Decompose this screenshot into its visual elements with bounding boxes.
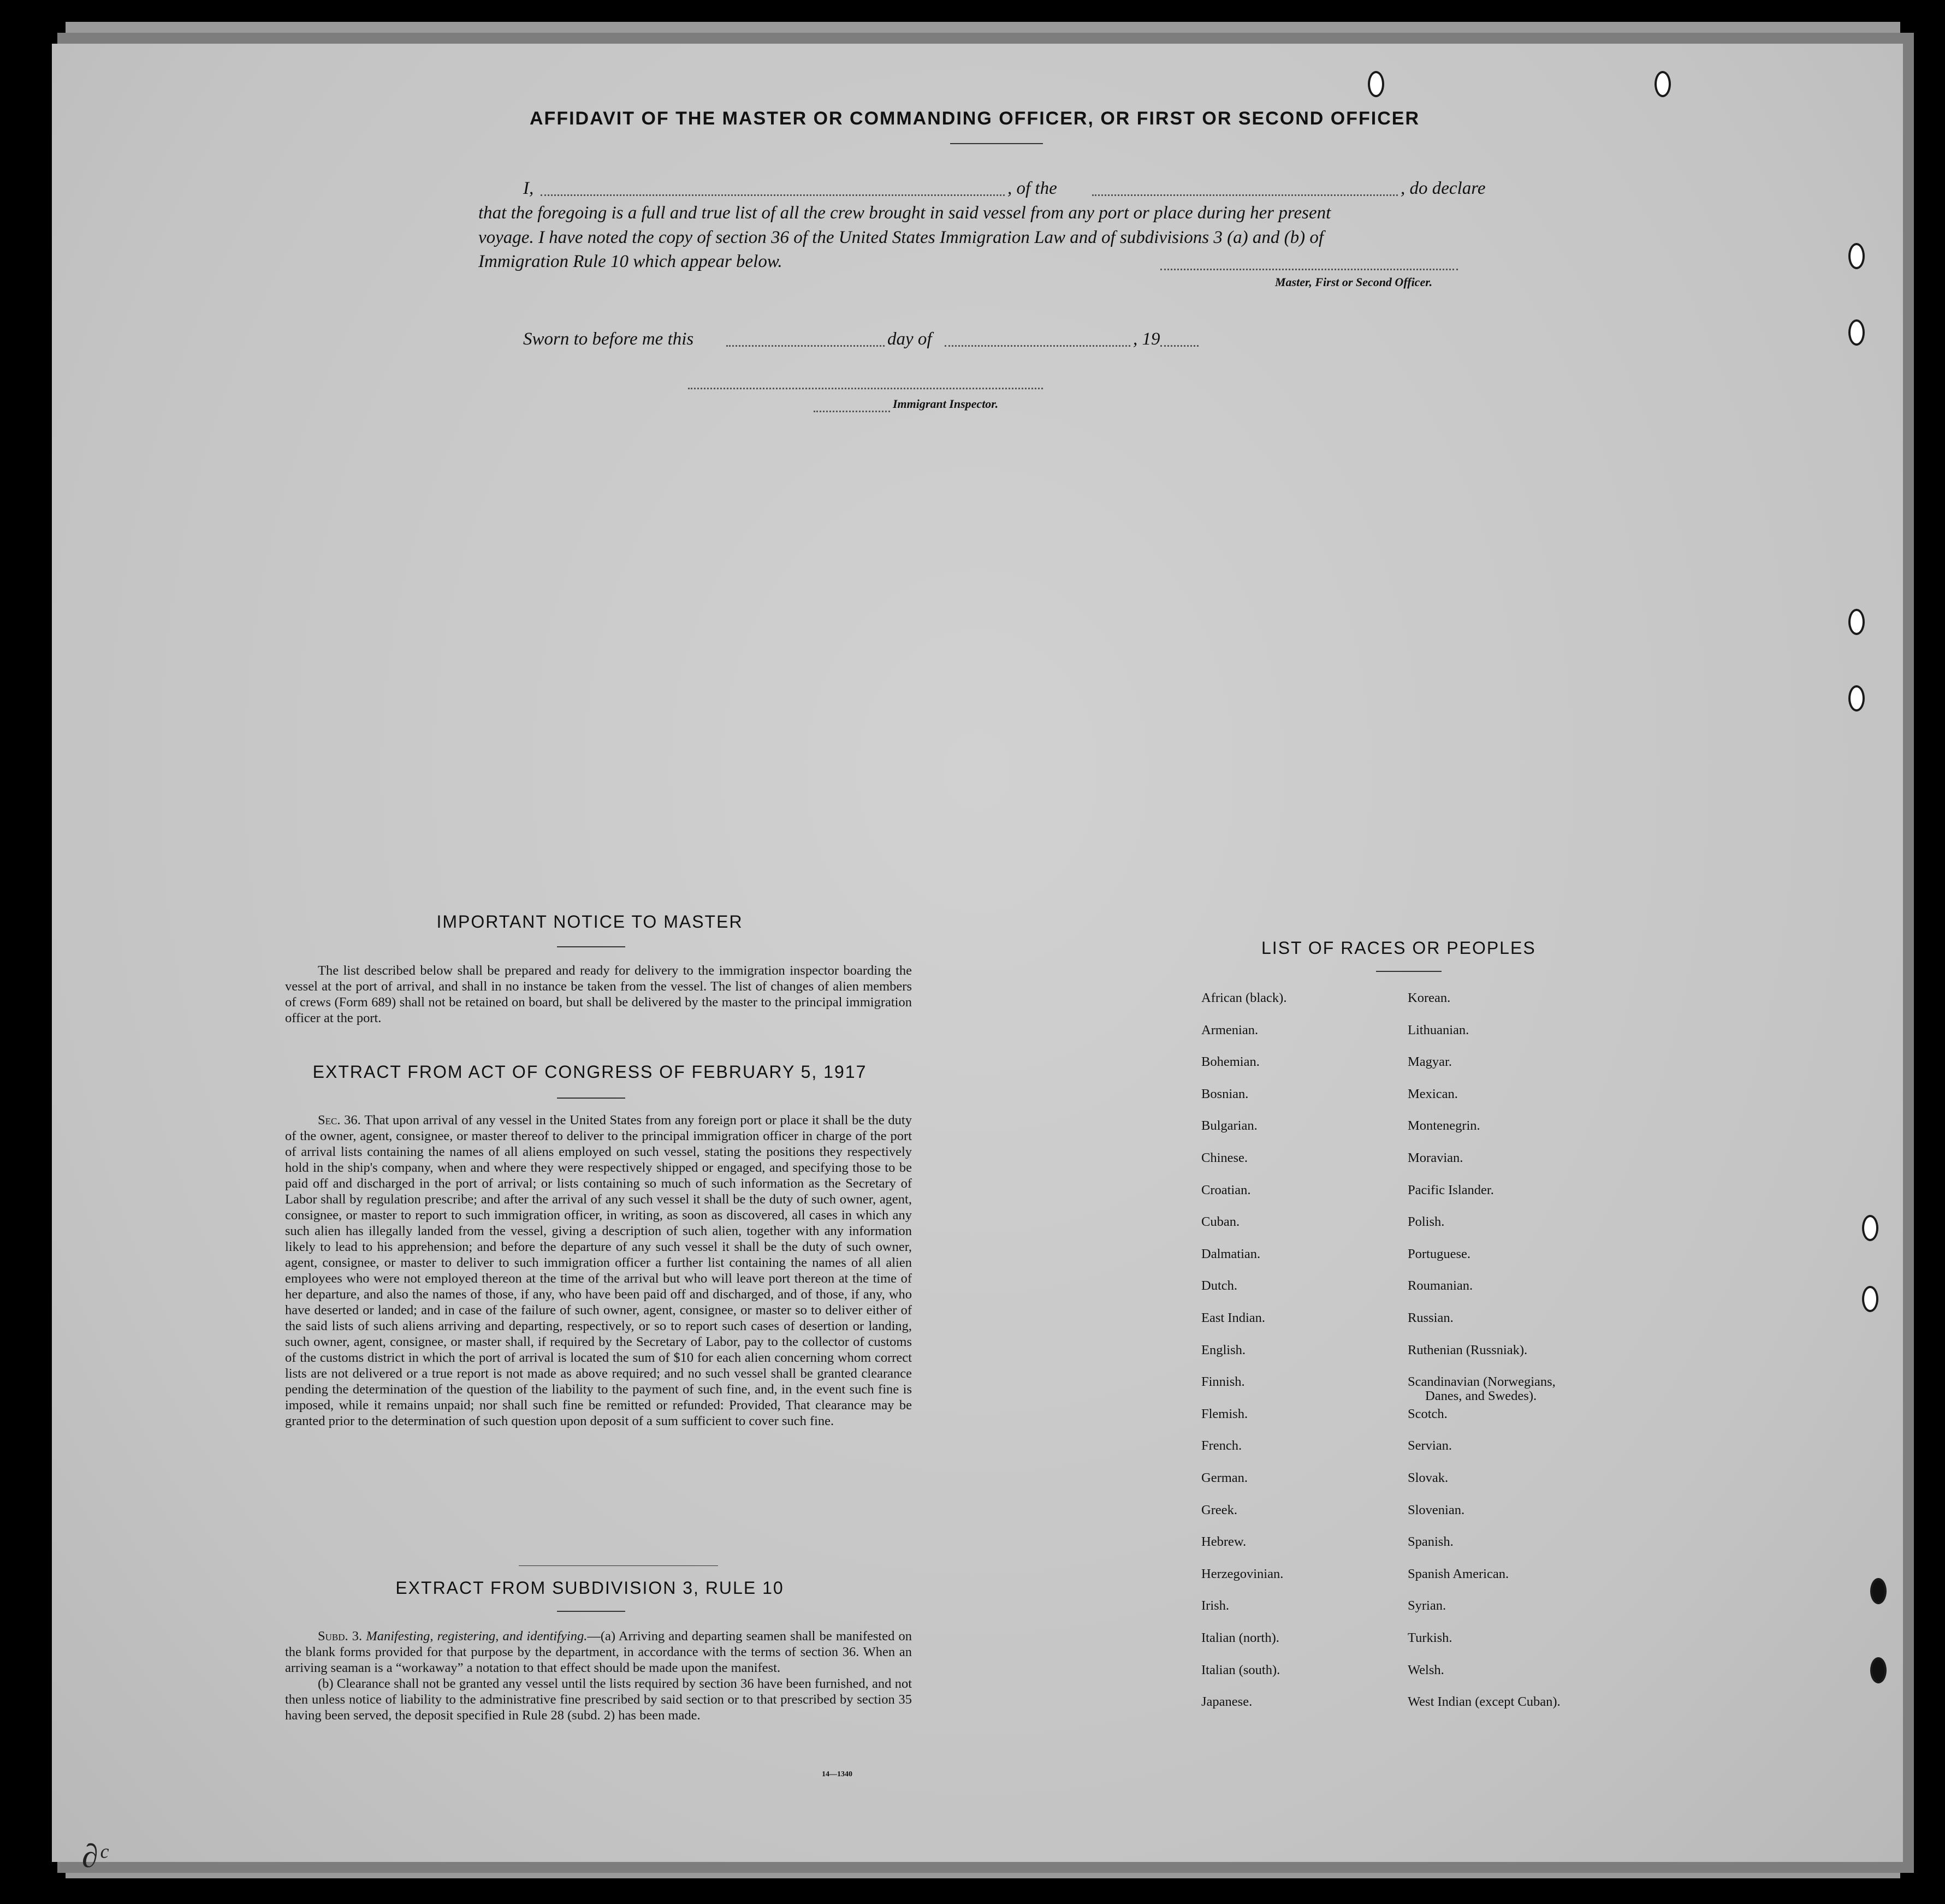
act-end-rule — [519, 1565, 718, 1566]
affidavit-line-4: Immigration Rule 10 which appear below. — [478, 252, 782, 271]
rule-paragraph — [285, 1628, 912, 1723]
sworn-day-blank — [726, 345, 885, 347]
notice-text: The list described below shall be prepared and ready for delivery to the immigration inspector boarding the vessel at the port of arrival, and shall in no instance be taken from the vessel. The list of changes of alien members of crews (Form 689) shall not be retained on board, but shall be delivered by the master to the principal immigration officer at the port. — [285, 963, 912, 1025]
race-item-right: Turkish. — [1408, 1630, 1452, 1645]
binder-hole-icon — [1862, 1215, 1878, 1241]
binder-hole-icon — [1870, 1657, 1887, 1683]
race-item-left: Armenian. — [1201, 1023, 1259, 1037]
race-item-left: Bosnian. — [1201, 1087, 1249, 1101]
act-text: That upon arrival of any vessel in the United States from any foreign port or place it shall be the duty of the owner, agent, consignee, or master thereof to deliver to the principal immigration officer in charge of the port of arrival lists containing the names of all aliens employed on such vessel, stating the positions they respectively hold in the ship's company, when and where they were respectively shipped or engaged, and specifying those to be paid off and discharged in the port of arrival; or lists containing so much of such information as the Secretary of Labor shall by regulation prescribe; and after the arrival of any such vessel it shall be the duty of such owner, agent, consignee, or master to report to such immigration officer, in writing, as soon as discovered, all cases in which any such alien has illegally landed from the vessel, giving a description of such alien, together with any information likely to lead to his apprehension; and before the departure of any such vessel it shall be the duty of such owner, agent, consignee, or master to deliver to such immigration officer a further list containing the names of all alien employees who were not employed thereon at the time of the arrival but who will leave port thereon at the time of her departure, and also the names of those, if any, who have been paid off and discharged, and of those, if any, who have deserted or landed; and in case of the failure of such owner, agent, consignee, or master so to deliver either of the said lists of such aliens arriving and departing, respectively, or so to report such cases of desertion or landing, such owner, agent, consignee, or master shall, if required by the Secretary of Labor, pay to the collector of customs of the customs district in which the port of arrival is located the sum of $10 for each alien concerning whom correct lists are not delivered or a true report is not made as above required; and no such vessel shall be granted clearance pending the determination of the question of the liability to the payment of such fine, and, in the event such fine is imposed, while it remains unpaid; nor shall such fine be remitted or refunded: Provided, That clearance may be granted prior to the determination of such question upon deposit of a sum sufficient to cover such fine. — [285, 1113, 912, 1428]
race-item-left: Italian (north). — [1201, 1630, 1279, 1645]
notice-paragraph — [285, 963, 912, 1026]
binder-hole-icon — [1870, 1578, 1887, 1604]
race-item-left: East Indian. — [1201, 1310, 1266, 1325]
title-underline — [950, 143, 1043, 144]
notice-underline — [557, 946, 625, 947]
race-item-left: Bohemian. — [1201, 1054, 1260, 1069]
act-underline — [557, 1098, 625, 1099]
act-heading: EXTRACT FROM ACT OF CONGRESS OF FEBRUARY 5, 1917 — [312, 1062, 867, 1082]
race-item-left: Cuban. — [1201, 1214, 1240, 1229]
race-item-right: Roumanian. — [1408, 1278, 1473, 1293]
race-item-left: Hebrew. — [1201, 1534, 1247, 1549]
race-item-left: Flemish. — [1201, 1407, 1248, 1421]
signature-caption: Master, First or Second Officer. — [1275, 275, 1433, 289]
subdivision-label: Subd. 3. — [318, 1629, 366, 1644]
notice-heading: IMPORTANT NOTICE TO MASTER — [436, 912, 743, 932]
race-item-left: French. — [1201, 1438, 1242, 1453]
race-item-right: Syrian. — [1408, 1598, 1446, 1613]
races-underline — [1376, 971, 1442, 972]
name-blank — [541, 194, 1005, 196]
race-item-left: Japanese. — [1201, 1694, 1253, 1709]
race-item-left: Italian (south). — [1201, 1663, 1280, 1677]
signature-blank — [1160, 269, 1458, 270]
race-item-right: Spanish. — [1408, 1534, 1454, 1549]
race-item-right: Servian. — [1408, 1438, 1452, 1453]
race-item-right: Korean. — [1408, 990, 1451, 1005]
inspector-caption: Immigrant Inspector. — [893, 397, 999, 411]
affidavit-line-2: that the foregoing is a full and true list of all the crew brought in said vessel from any port or place during her present — [478, 203, 1331, 223]
race-item-right: Spanish American. — [1408, 1567, 1509, 1581]
race-item-left: Croatian. — [1201, 1183, 1251, 1197]
binder-hole-icon — [1848, 609, 1865, 635]
sworn-year: , 19 — [1133, 329, 1160, 349]
binder-hole-icon — [1848, 243, 1865, 269]
section-label: Sec. 36. — [318, 1113, 365, 1128]
race-item-right: Scotch. — [1408, 1407, 1448, 1421]
rule-text-a: —(a) Arriving and departing seamen shall be manifested on the blank forms provided for that purpose by the department, in accordance with the terms of section 36. When an arriving seaman is a “workaway” a notation to that effect should be made upon the manifest. — [285, 1629, 912, 1675]
race-item-left: Dalmatian. — [1201, 1247, 1261, 1261]
binder-hole-icon — [1655, 71, 1671, 97]
binder-hole-icon — [1368, 71, 1384, 97]
race-item-left: Bulgarian. — [1201, 1118, 1258, 1133]
form-number: 14—1340 — [822, 1770, 852, 1778]
race-item-left: African (black). — [1201, 990, 1287, 1005]
binder-hole-icon — [1848, 319, 1865, 346]
race-item-right: Mexican. — [1408, 1087, 1458, 1101]
rule-underline — [557, 1611, 625, 1612]
binder-hole-icon — [1848, 685, 1865, 711]
race-item-left: Irish. — [1201, 1598, 1230, 1613]
affidavit-line-3: voyage. I have noted the copy of section 36 of the United States Immigration Law and of subdivisions 3 (a) and (b) of — [478, 228, 1324, 247]
race-item-right: Magyar. — [1408, 1054, 1452, 1069]
race-item-left: Greek. — [1201, 1503, 1237, 1517]
binder-hole-icon — [1862, 1286, 1878, 1312]
race-item-right: Portuguese. — [1408, 1247, 1470, 1261]
race-item-right: Slovak. — [1408, 1470, 1449, 1485]
inspector-blank-2 — [814, 411, 890, 412]
affidavit-line-1-mid: , of the — [1007, 179, 1057, 198]
handwritten-mark-icon: ∂ᶜ — [82, 1838, 107, 1874]
races-heading: LIST OF RACES OR PEOPLES — [1261, 938, 1536, 958]
race-item-right: West Indian (except Cuban). — [1408, 1694, 1561, 1709]
race-item-right: Slovenian. — [1408, 1503, 1465, 1517]
race-item-right: Montenegrin. — [1408, 1118, 1480, 1133]
race-item-right: Lithuanian. — [1408, 1023, 1469, 1037]
sworn-day-of: day of — [887, 329, 932, 349]
race-item-left: Herzegovinian. — [1201, 1567, 1284, 1581]
subdivision-title: Manifesting, registering, and identifying. — [366, 1629, 588, 1644]
race-item-left: Chinese. — [1201, 1150, 1248, 1165]
affidavit-line-1-end: , do declare — [1401, 179, 1486, 198]
act-paragraph — [285, 1112, 912, 1429]
race-item-right: Danes, and Swedes). — [1425, 1389, 1537, 1403]
race-item-right: Polish. — [1408, 1214, 1445, 1229]
race-item-left: Finnish. — [1201, 1374, 1245, 1389]
sworn-month-blank — [945, 345, 1130, 347]
rule-text-b: (b) Clearance shall not be granted any vessel until the lists required by section 36 have been furnished, and not then unless notice of liability to the administrative fine prescribed by said section or to that prescribed by section 35 having been served, the deposit specified in Rule 28 (subd. 2) has been made. — [285, 1676, 912, 1723]
race-item-right: Scandinavian (Norwegians, — [1408, 1374, 1556, 1389]
affidavit-line-1-start: I, — [523, 179, 534, 198]
race-item-left: German. — [1201, 1470, 1248, 1485]
vessel-blank — [1092, 194, 1398, 196]
race-item-right: Welsh. — [1408, 1663, 1444, 1677]
race-item-right: Pacific Islander. — [1408, 1183, 1494, 1197]
sworn-year-blank — [1160, 345, 1199, 347]
race-item-right: Ruthenian (Russniak). — [1408, 1343, 1528, 1357]
race-item-left: English. — [1201, 1343, 1246, 1357]
race-item-right: Russian. — [1408, 1310, 1454, 1325]
race-item-left: Dutch. — [1201, 1278, 1237, 1293]
rule-heading: EXTRACT FROM SUBDIVISION 3, RULE 10 — [395, 1578, 784, 1598]
affidavit-title: AFFIDAVIT OF THE MASTER OR COMMANDING OFFICER, OR FIRST OR SECOND OFFICER — [530, 108, 1420, 129]
race-item-right: Moravian. — [1408, 1150, 1463, 1165]
inspector-blank-1 — [688, 388, 1043, 389]
sworn-text: Sworn to before me this — [523, 329, 694, 349]
